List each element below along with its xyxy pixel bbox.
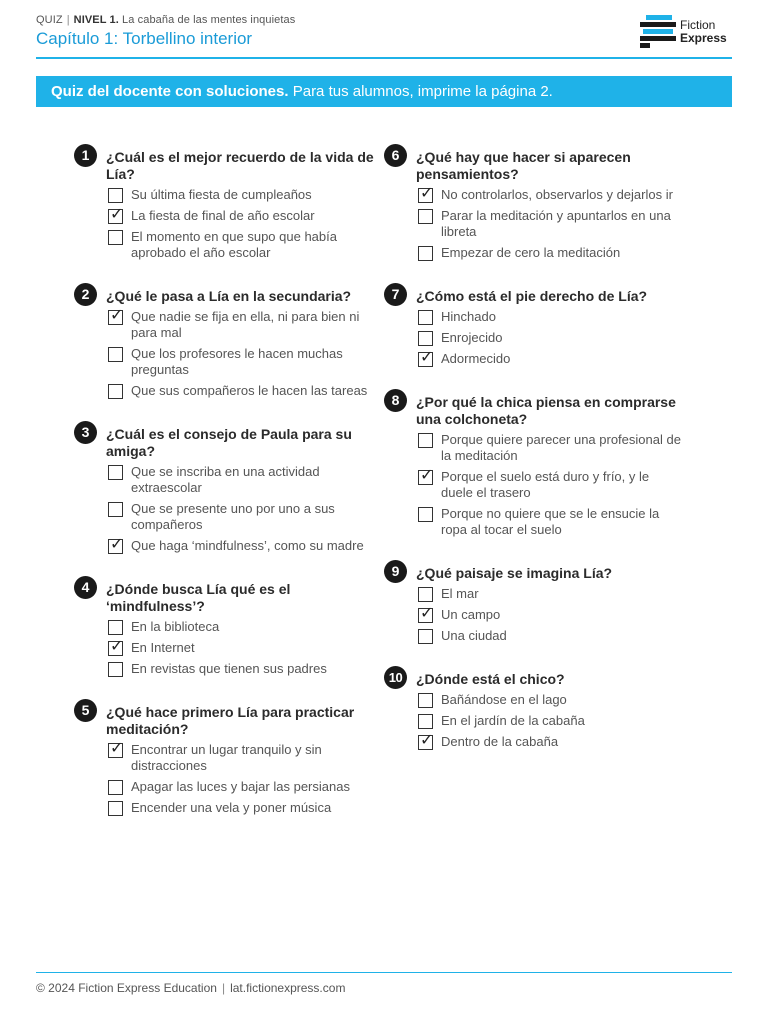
answer-option (418, 245, 684, 261)
checkmark-icon: ✓ (420, 603, 434, 622)
question-number-badge: 4 (74, 576, 97, 599)
breadcrumb (36, 14, 732, 26)
answer-option (418, 713, 684, 729)
answer-checkbox[interactable] (108, 384, 123, 399)
answer-checkbox[interactable] (418, 433, 433, 448)
answer-checkbox[interactable] (418, 347, 434, 367)
answer-checkbox[interactable] (108, 347, 123, 362)
questions-left-column (74, 144, 374, 838)
banner-strong-text: Quiz del docente con soluciones. (51, 83, 289, 100)
answer-checkbox[interactable] (108, 230, 123, 245)
checkmark-icon: ✓ (420, 347, 434, 366)
answer-label: Dentro de la cabaña (441, 734, 559, 749)
question-10 (384, 666, 684, 750)
answer-label: No controlarlos, observarlos y dejarlos ir (441, 187, 673, 202)
question-5 (74, 699, 374, 816)
answer-label: Encontrar un lugar tranquilo y sin distracciones (131, 742, 322, 773)
answer-checkbox[interactable] (108, 662, 123, 677)
question-text: ¿Qué hay que hacer si aparecen pensamientos? (416, 149, 631, 182)
answer-label: Porque no quiere que se le ensucie la ropa al tocar el suelo (441, 506, 660, 537)
question-2 (74, 283, 374, 399)
answer-label: Bañándose en el lago (441, 692, 567, 707)
answer-option (418, 692, 684, 708)
question-number-badge: 1 (74, 144, 97, 167)
answer-option (108, 187, 374, 203)
answer-checkbox[interactable] (108, 534, 124, 554)
answer-checkbox[interactable] (418, 331, 433, 346)
fiction-express-logo (640, 14, 732, 50)
answer-label: Una ciudad (441, 628, 507, 643)
answer-option (418, 586, 684, 602)
answer-checkbox[interactable] (418, 465, 434, 485)
checkmark-icon: ✓ (110, 738, 124, 757)
answer-checkbox[interactable] (418, 603, 434, 623)
answer-options (418, 692, 684, 750)
question-text: ¿Qué le pasa a Lía en la secundaria? (106, 288, 352, 304)
checkmark-icon: ✓ (420, 183, 434, 202)
answer-label: Hinchado (441, 309, 496, 324)
level-label: NIVEL 1. (73, 14, 119, 26)
answer-options (108, 305, 374, 399)
checkmark-icon: ✓ (110, 204, 124, 223)
question-text: ¿Cuál es el consejo de Paula para su amiga? (106, 426, 352, 459)
answer-option (418, 506, 684, 538)
answer-checkbox[interactable] (418, 693, 433, 708)
answer-label: Un campo (441, 607, 501, 622)
answer-option (108, 305, 374, 341)
answer-option (108, 501, 374, 533)
question-text: ¿Cuál es el mejor recuerdo de la vida de Lía? (106, 149, 374, 182)
answer-label: Que los profesores le hacen muchas preguntas (131, 346, 343, 377)
answer-checkbox[interactable] (418, 310, 433, 325)
answer-label: En Internet (131, 640, 195, 655)
answer-option (418, 603, 684, 623)
answer-options (418, 586, 684, 644)
answer-options (108, 619, 374, 677)
answer-label: Que se presente uno por uno a sus compañeros (131, 501, 335, 532)
question-9 (384, 560, 684, 644)
answer-option (108, 346, 374, 378)
question-text: ¿Dónde está el chico? (416, 671, 565, 687)
logo-line-2: Express (680, 31, 727, 45)
checkmark-icon: ✓ (110, 534, 124, 553)
question-number-badge: 5 (74, 699, 97, 722)
logo-bars-icon (640, 15, 676, 49)
question-text: ¿Por qué la chica piensa en comprarse una colchoneta? (416, 394, 676, 427)
answer-checkbox[interactable] (108, 620, 123, 635)
answer-option (108, 383, 374, 399)
answer-label: Que haga ‘mindfulness’, como su madre (131, 538, 364, 553)
answer-label: El mar (441, 586, 479, 601)
book-title: La cabaña de las mentes inquietas (122, 14, 296, 26)
answer-checkbox[interactable] (418, 507, 433, 522)
answer-label: Su última fiesta de cumpleaños (131, 187, 312, 202)
answer-options (418, 183, 684, 261)
answer-option (108, 619, 374, 635)
question-text: ¿Dónde busca Lía qué es el ‘mindfulness’? (106, 581, 291, 614)
answer-label: Enrojecido (441, 330, 503, 345)
question-number-badge: 6 (384, 144, 407, 167)
answer-option (108, 779, 374, 795)
answer-option (108, 738, 374, 774)
answer-option (108, 229, 374, 261)
question-text: ¿Qué paisaje se imagina Lía? (416, 565, 613, 581)
answer-label: En la biblioteca (131, 619, 220, 634)
answer-options (418, 432, 684, 538)
question-text: ¿Cómo está el pie derecho de Lía? (416, 288, 648, 304)
answer-option (418, 330, 684, 346)
footer-separator: | (221, 981, 226, 995)
answer-checkbox[interactable] (418, 714, 433, 729)
checkmark-icon: ✓ (110, 305, 124, 324)
question-8 (384, 389, 684, 538)
answer-checkbox[interactable] (108, 738, 124, 758)
question-text: ¿Qué hace primero Lía para practicar meditación? (106, 704, 355, 737)
answer-option (418, 432, 684, 464)
answer-checkbox[interactable] (418, 629, 433, 644)
answer-label: Apagar las luces y bajar las persianas (131, 779, 350, 794)
question-6 (384, 144, 684, 261)
question-number-badge: 7 (384, 283, 407, 306)
answer-option (418, 208, 684, 240)
answer-option (418, 730, 684, 750)
answer-label: Parar la meditación y apuntarlos en una libreta (441, 208, 671, 239)
answer-option (108, 800, 374, 816)
question-1 (74, 144, 374, 261)
question-4 (74, 576, 374, 677)
answer-label: La fiesta de final de año escolar (131, 208, 315, 223)
answer-label: Porque quiere parecer una profesional de la meditación (441, 432, 681, 463)
question-7 (384, 283, 684, 367)
page-header (36, 14, 732, 60)
logo-text (680, 19, 727, 45)
answer-label: Que nadie se fija en ella, ni para bien ni para mal (131, 309, 360, 340)
answer-checkbox[interactable] (108, 465, 123, 480)
checkmark-icon: ✓ (110, 636, 124, 655)
answer-option (418, 183, 684, 203)
answer-option (108, 661, 374, 677)
answer-label: En el jardín de la cabaña (441, 713, 585, 728)
answer-option (418, 309, 684, 325)
answer-options (418, 309, 684, 367)
footer-divider (36, 972, 732, 973)
answer-checkbox[interactable] (108, 305, 124, 325)
page-footer (36, 981, 345, 995)
answer-option (108, 204, 374, 224)
answer-checkbox[interactable] (108, 636, 124, 656)
question-number-badge: 3 (74, 421, 97, 444)
answer-checkbox[interactable] (108, 188, 123, 203)
answer-checkbox[interactable] (108, 801, 123, 816)
copyright-text: © 2024 Fiction Express Education (36, 981, 217, 995)
answer-label: En revistas que tienen sus padres (131, 661, 327, 676)
answer-options (108, 187, 374, 261)
banner-text: Para tus alumnos, imprime la página 2. (292, 83, 553, 100)
answer-checkbox[interactable] (418, 209, 433, 224)
answer-option (418, 465, 684, 501)
website-link[interactable]: lat.fictionexpress.com (230, 981, 346, 995)
answer-label: Que se inscriba en una actividad extraescolar (131, 464, 320, 495)
answer-checkbox[interactable] (418, 183, 434, 203)
answer-checkbox[interactable] (418, 730, 434, 750)
answer-label: El momento en que supo que había aprobado el año escolar (131, 229, 337, 260)
answer-checkbox[interactable] (108, 502, 123, 517)
answer-checkbox[interactable] (418, 246, 433, 261)
logo-line-1: Fiction (680, 18, 716, 32)
breadcrumb-separator: | (66, 14, 70, 26)
answer-label: Que sus compañeros le hacen las tareas (131, 383, 368, 398)
question-number-badge: 8 (384, 389, 407, 412)
checkmark-icon: ✓ (420, 730, 434, 749)
header-divider (36, 57, 732, 59)
instructions-banner (36, 76, 732, 107)
answer-option (108, 636, 374, 656)
answer-options (108, 738, 374, 816)
answer-label: Empezar de cero la meditación (441, 245, 621, 260)
question-number-badge: 10 (384, 666, 407, 689)
answer-option (418, 628, 684, 644)
question-3 (74, 421, 374, 554)
question-number-badge: 2 (74, 283, 97, 306)
question-number-badge: 9 (384, 560, 407, 583)
answer-option (108, 534, 374, 554)
answer-label: Porque el suelo está duro y frío, y le duele el trasero (441, 469, 650, 500)
answer-checkbox[interactable] (418, 587, 433, 602)
questions-right-column (384, 144, 684, 772)
answer-label: Adormecido (441, 351, 511, 366)
answer-label: Encender una vela y poner música (131, 800, 332, 815)
answer-options (108, 464, 374, 554)
answer-option (108, 464, 374, 496)
answer-option (418, 347, 684, 367)
answer-checkbox[interactable] (108, 780, 123, 795)
checkmark-icon: ✓ (420, 465, 434, 484)
quiz-label: QUIZ (36, 14, 63, 26)
chapter-title: Capítulo 1: Torbellino interior (36, 29, 253, 48)
answer-checkbox[interactable] (108, 204, 124, 224)
